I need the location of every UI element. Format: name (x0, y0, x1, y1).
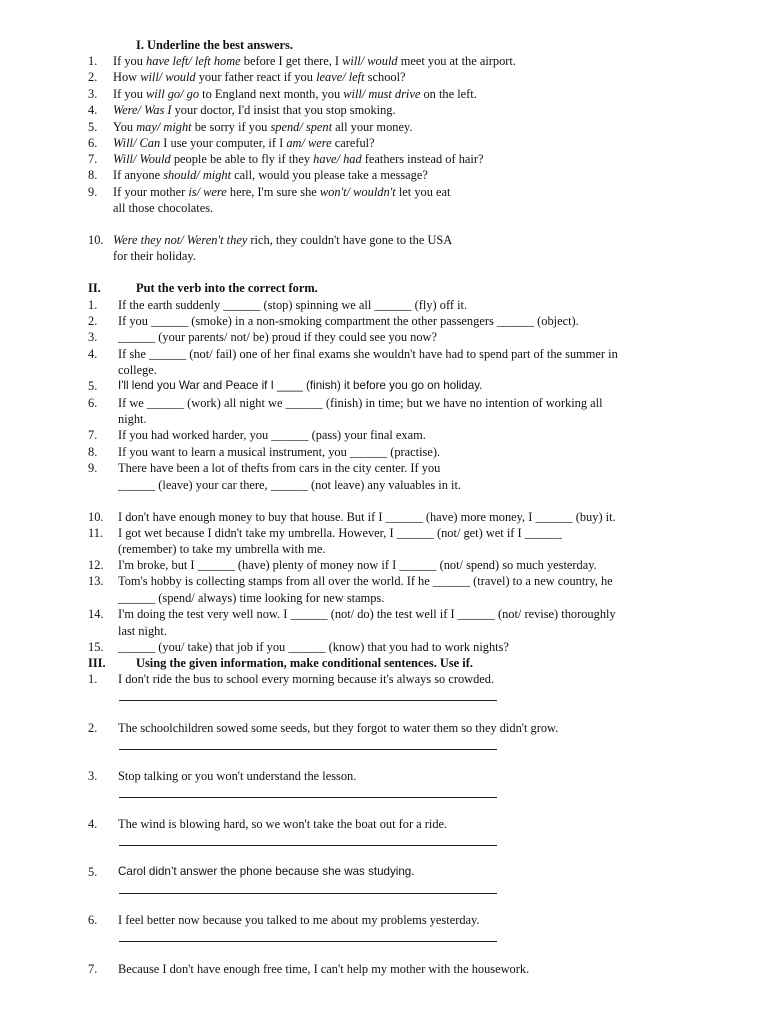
section-2-title: Put the verb into the correct form. (136, 281, 318, 295)
s2-item-4-continuation: college. (118, 363, 157, 377)
s2-item-11-text: I got wet because I didn't take my umbrella. However, I ______ (not/ get) wet if I ______ (118, 526, 562, 540)
s3-item-2-number: 2. (88, 721, 98, 735)
s2-item-8-text: If you want to learn a musical instrument, you ______ (practise). (118, 445, 441, 459)
s3-item-2-answer-line[interactable] (119, 749, 497, 750)
s3-item-6-answer-line[interactable] (119, 941, 497, 942)
s1-item-3-number: 3. (88, 87, 98, 101)
s2-item-3-text: ______ (your parents/ not/ be) proud if they could see you now? (118, 330, 437, 344)
s2-item-11-continuation: (remember) to take my umbrella with me. (118, 542, 326, 556)
s2-item-8-number: 8. (88, 445, 98, 459)
s1-item-10-text: Were they not/ Weren't they rich, they couldn't have gone to the USA (113, 233, 453, 247)
s1-item-6-text: Will/ Can I use your computer, if I am/ were careful? (113, 136, 375, 150)
s2-item-10-text: I don't have enough money to buy that house. But if I ______ (have) more money, I ______ (buy) it. (118, 510, 616, 524)
section-3-title: Using the given information, make conditional sentences. Use if. (136, 656, 473, 670)
s3-item-1-text: I don't ride the bus to school every morning because it's always so crowded. (118, 672, 495, 686)
s2-item-14-text: I'm doing the test very well now. I ______ (not/ do) the test well if I ______ (not/ revise) thoroughly (118, 607, 616, 621)
s2-item-13-continuation: ______ (spend/ always) time looking for new stamps. (118, 591, 385, 605)
s3-item-5-answer-line[interactable] (119, 893, 497, 894)
s2-item-15-number: 15. (88, 640, 104, 654)
s1-item-6-number: 6. (88, 136, 98, 150)
s2-item-4-text: If she ______ (not/ fail) one of her final exams she wouldn't have had to spend part of the summer in (118, 347, 618, 361)
s2-item-2-number: 2. (88, 314, 98, 328)
s1-item-7-number: 7. (88, 152, 98, 166)
s3-item-3-text: Stop talking or you won't understand the lesson. (118, 769, 357, 783)
s3-item-3-number: 3. (88, 769, 98, 783)
s1-item-2-text: How will/ would your father react if you leave/ left school? (113, 70, 406, 84)
s3-item-6-text: I feel better now because you talked to me about my problems yesterday. (118, 913, 480, 927)
s2-item-4-number: 4. (88, 347, 98, 361)
s3-item-3-answer-line[interactable] (119, 797, 497, 798)
s1-item-8-number: 8. (88, 168, 98, 182)
s1-item-8-text: If anyone should/ might call, would you please take a message? (113, 168, 428, 182)
s2-item-6-continuation: night. (118, 412, 147, 426)
s1-item-10-number: 10. (88, 233, 104, 247)
s2-item-12-text: I'm broke, but I ______ (have) plenty of money now if I ______ (not/ spend) so much yesterday. (118, 558, 597, 572)
s1-item-9-number: 9. (88, 185, 98, 199)
s3-item-4-answer-line[interactable] (119, 845, 497, 846)
s3-item-4-number: 4. (88, 817, 98, 831)
s1-item-5-number: 5. (88, 120, 98, 134)
s1-item-4-text: Were/ Was I your doctor, I'd insist that you stop smoking. (113, 103, 396, 117)
s2-item-13-text: Tom's hobby is collecting stamps from all over the world. If he ______ (travel) to a new country, he (118, 574, 613, 588)
s2-item-13-number: 13. (88, 574, 104, 588)
s3-item-1-answer-line[interactable] (119, 700, 497, 701)
s1-item-2-number: 2. (88, 70, 98, 84)
s1-item-9-text: If your mother is/ were here, I'm sure she won't/ wouldn't let you eat (113, 185, 451, 199)
s2-item-9-continuation: ______ (leave) your car there, ______ (not leave) any valuables in it. (118, 478, 462, 492)
s1-item-3-text: If you will go/ go to England next month, you will/ must drive on the left. (113, 87, 477, 101)
s2-item-6-number: 6. (88, 396, 98, 410)
section-3-number: III. (88, 656, 106, 670)
s3-item-7-number: 7. (88, 962, 98, 976)
s3-item-4-text: The wind is blowing hard, so we won't take the boat out for a ride. (118, 817, 448, 831)
s3-item-7-text: Because I don't have enough free time, I can't help my mother with the housework. (118, 962, 530, 976)
s3-item-2-text: The schoolchildren sowed some seeds, but they forgot to water them so they didn't grow. (118, 721, 559, 735)
s2-item-12-number: 12. (88, 558, 104, 572)
s2-item-5-text: I'll lend you War and Peace if I ____ (finish) it before you go on holiday. (118, 379, 483, 392)
s2-item-10-number: 10. (88, 510, 104, 524)
s2-item-3-number: 3. (88, 330, 98, 344)
s2-item-9-number: 9. (88, 461, 98, 475)
s3-item-5-number: 5. (88, 865, 98, 879)
s3-item-1-number: 1. (88, 672, 98, 686)
s1-item-7-text: Will/ Would people be able to fly if they have/ had feathers instead of hair? (113, 152, 484, 166)
s2-item-1-number: 1. (88, 298, 98, 312)
s2-item-6-text: If we ______ (work) all night we ______ (finish) in time; but we have no intention of working all (118, 396, 603, 410)
s3-item-6-number: 6. (88, 913, 98, 927)
s1-item-5-text: You may/ might be sorry if you spend/ spent all your money. (113, 120, 413, 134)
s2-item-2-text: If you ______ (smoke) in a non-smoking compartment the other passengers ______ (object). (118, 314, 579, 328)
s2-item-15-text: ______ (you/ take) that job if you ______ (know) that you had to work nights? (118, 640, 509, 654)
s2-item-7-number: 7. (88, 428, 98, 442)
s1-item-4-number: 4. (88, 103, 98, 117)
s2-item-7-text: If you had worked harder, you ______ (pass) your final exam. (118, 428, 426, 442)
s2-item-14-number: 14. (88, 607, 104, 621)
s1-item-1-text: If you have left/ left home before I get there, I will/ would meet you at the airport. (113, 54, 516, 68)
s2-item-11-number: 11. (88, 526, 104, 540)
section-1-title: I. Underline the best answers. (136, 38, 293, 52)
section-2-number: II. (88, 281, 101, 295)
s2-item-14-continuation: last night. (118, 624, 167, 638)
s1-item-9-continuation: all those chocolates. (113, 201, 214, 215)
s1-item-1-number: 1. (88, 54, 98, 68)
s2-item-5-number: 5. (88, 379, 98, 393)
s3-item-5-text: Carol didn’t answer the phone because she was studying. (118, 865, 415, 878)
s2-item-1-text: If the earth suddenly ______ (stop) spinning we all ______ (fly) off it. (118, 298, 468, 312)
s2-item-9-text: There have been a lot of thefts from cars in the city center. If you (118, 461, 441, 475)
s1-item-10-continuation: for their holiday. (113, 249, 196, 263)
